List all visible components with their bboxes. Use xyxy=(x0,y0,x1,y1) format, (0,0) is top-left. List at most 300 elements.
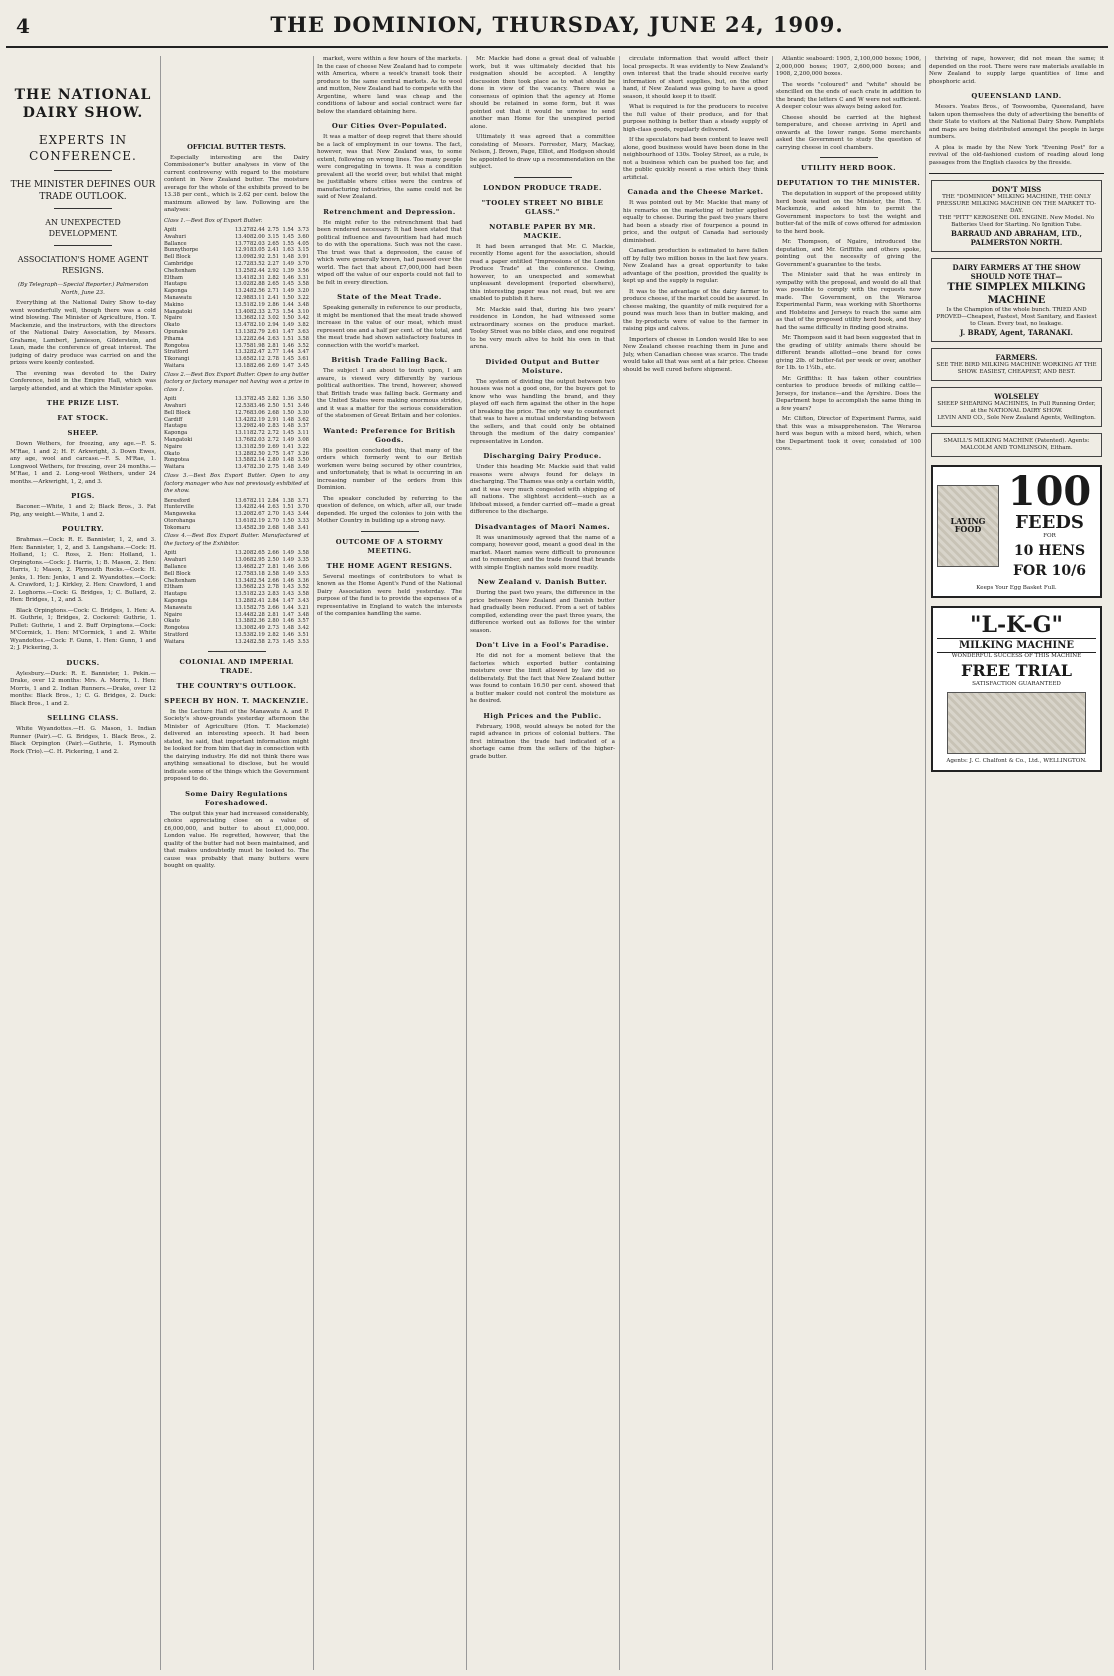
table-cell-value: 82.44 xyxy=(250,227,265,233)
table-cell-value: 2.68 xyxy=(267,524,279,531)
table-cell-value: 1.48 xyxy=(282,416,294,423)
table-cell-value: 83.18 xyxy=(250,570,265,577)
table-cell-value: 13.32 xyxy=(235,349,250,356)
table-cell-value: 82.19 xyxy=(250,301,265,308)
table-cell-value: 3.49 xyxy=(297,464,309,471)
table-cell-value: 3.53 xyxy=(297,638,309,645)
table-cell-factory: Cambridge xyxy=(164,260,194,267)
table-cell-factory: Tokomaru xyxy=(164,524,191,531)
divider xyxy=(514,177,572,178)
table-cell-value: 13.15 xyxy=(235,604,250,611)
paragraph: It was a matter of deep regret that there should be a lack of employment in our towns. The fact, however, was that New Zealand was, to some extent, following on wrong lines. Too many people were congregating in towns. It was a condition prevalent all the world over, but whilst that might be justifiable where cities were the centres of manufacturing industries, the same could not be said of New Zealand. xyxy=(317,134,462,200)
table-cell-value: 1.47 xyxy=(282,362,294,369)
table-cell-value: 3.36 xyxy=(297,577,309,584)
table-cell-value: 1.46 xyxy=(282,564,294,571)
divider xyxy=(54,170,112,171)
paragraph: It had been arranged that Mr. C. Mackie, recently Home agent for the association, should read a paper entitled "Impressions of the London Produce Trade" at the conference. Owing, however, to an unexpected and somewhat unpleasant development (reported elsewhere), this interesting paper was not read, but we are enabled to publish it here. xyxy=(470,243,615,302)
table-cell-value: 3.70 xyxy=(297,504,309,511)
table-cell-value: 83.52 xyxy=(250,260,265,267)
table-cell-factory: Okato xyxy=(164,322,180,329)
table-cell-value: 1.47 xyxy=(282,328,294,335)
table-cell-value: 3.73 xyxy=(297,227,309,233)
table-cell-value: 13.42 xyxy=(235,504,250,511)
table-cell-factory: Waitara xyxy=(164,638,185,645)
paragraph: Cheese should be carried at the highest temperature, and cheese arriving in April and onwards at the lower range. Some merchants asked the Government to study the question of carrying cheese in cool chambers. xyxy=(776,114,921,151)
table-cell-factory: Tikorangi xyxy=(164,356,190,363)
table-cell-value: 2.65 xyxy=(267,281,279,288)
table-cell-value: 81.98 xyxy=(250,342,265,349)
table-cell-value: 1.49 xyxy=(282,550,294,557)
table-cell-value: 3.82 xyxy=(297,322,309,329)
table-cell-value: 12.91 xyxy=(235,247,250,254)
table-cell-factory: Hunterville xyxy=(164,504,194,511)
feeds-price: FOR 10/6 xyxy=(1013,562,1086,579)
article-subhead: AN UNEXPECTED DEVELOPMENT. xyxy=(45,218,121,238)
table-cell-factory: Rongotea xyxy=(164,342,190,349)
paragraph: Importers of cheese in London would like to see New Zealand cheese reaching them in June and July, when Canadian cheese was scarce. The trade would take all that was sent at a fair price. Cheese should be well cured before shipment. xyxy=(623,336,768,373)
table-cell-factory: Awahuri xyxy=(164,233,186,240)
table-cell-value: 82.19 xyxy=(250,517,265,524)
ad-wolseley-shearing xyxy=(931,387,1102,427)
table-cell-value: 13.47 xyxy=(235,464,250,471)
table-cell-value: 13.20 xyxy=(235,511,250,518)
table-cell-value: 2.92 xyxy=(267,267,279,274)
table-cell-value: 13.58 xyxy=(235,457,250,464)
lkg-agents: Agents: J. C. Chalfont & Co., Ltd., WELLINGTON. xyxy=(946,758,1087,764)
feeds-number: 100 xyxy=(1007,468,1092,515)
table-cell-value: 1.43 xyxy=(282,591,294,598)
table-cell-value: 2.86 xyxy=(267,301,279,308)
article-headline: UTILITY HERD BOOK. xyxy=(801,164,896,172)
paragraph: Mr. Mackie had done a great deal of valuable work, but it was ultimately decided that his resignation should be accepted. A lengthy discussion then took place as to what should be done in view of the vacancy. There was a consensus of opinion that the agency at Home should be retained in some form, but it was pointed out that it would be unwise to send another man Home for the unexpired period alone. xyxy=(470,56,615,130)
table-cell-value: 13.09 xyxy=(235,254,250,261)
paragraph: He did not for a moment believe that the factories which exported butter containing moisture over the limit allowed by law did so deliberately. But the fact that New Zealand butter was found to contain 16.50 per cent. showed that a butter maker could not control the moisture as he desired. xyxy=(470,653,615,704)
table-cell-value: 1.54 xyxy=(282,308,294,315)
table-cell-factory: Pihama xyxy=(164,335,184,342)
table-cell-value: 82.31 xyxy=(250,274,265,281)
table-cell-value: 82.19 xyxy=(250,632,265,639)
table-cell-value: 1.51 xyxy=(282,335,294,342)
table-cell-value: 12.72 xyxy=(235,260,250,267)
byline: (By Telegraph—Special Reporter.) Palmerston North, June 23. xyxy=(17,282,149,296)
table-cell-value: 2.75 xyxy=(267,450,279,457)
paragraph: circulate information that would affect their local prospects. It was evidently to New Zealand's own interest that the trade should receive early information of short supplies, but, on the other hand, if New Zealand was going to have a good season, it should keep it to itself. xyxy=(623,56,768,100)
table-cell-value: 3.66 xyxy=(297,564,309,571)
divider xyxy=(929,173,1104,174)
table-cell-value: 2.82 xyxy=(267,632,279,639)
table-cell-value: 13.42 xyxy=(235,416,250,423)
table-cell-value: 3.50 xyxy=(297,457,309,464)
table-cell-value: 1.50 xyxy=(282,517,294,524)
table-cell-value: 3.47 xyxy=(297,349,309,356)
divider xyxy=(54,245,112,246)
section-heading: FAT STOCK. xyxy=(57,414,109,422)
table-cell-factory: Ngaire xyxy=(164,443,183,450)
table-cell-value: 13.30 xyxy=(235,625,250,632)
table-cell-value: 13.53 xyxy=(235,632,250,639)
table-cell-value: 82.47 xyxy=(250,349,265,356)
table-cell-value: 13.28 xyxy=(235,450,250,457)
table-cell-value: 82.00 xyxy=(250,233,265,240)
table-cell-factory: Okato xyxy=(164,618,180,625)
table-cell-value: 2.84 xyxy=(267,497,279,504)
section-heading: SHEEP. xyxy=(67,429,99,437)
table-cell-value: 82.30 xyxy=(250,464,265,471)
table-cell-value: 83.06 xyxy=(250,409,265,416)
table-cell-value: 13.13 xyxy=(235,328,250,335)
table-cell-value: 1.45 xyxy=(282,281,294,288)
paragraph: thriving of rape, however, did not mean the same; it depended on the root. There were raw materials available in New Zealand to supply large quantities of lime and phosphoric acid. xyxy=(929,56,1104,85)
column-rule xyxy=(466,56,467,1670)
ad-title: FARMERS. xyxy=(995,353,1038,362)
table-caption: Class 4.—Best Box Export Butter. Manufactured at the factory of the Exhibitor. xyxy=(164,533,309,547)
article-headline: COLONIAL AND IMPERIAL TRADE. xyxy=(179,657,294,675)
table-cell-value: 1.48 xyxy=(282,524,294,531)
paragraph: The deputation in support of the proposed utility herd book waited on the Minister, the Hon. T. Mackenzie, and asked him to permit the Government inspectors to test the weight and butter-fat of the milk of cows offered for admission to the herd book. xyxy=(776,191,921,235)
paragraph: White Wyandottes.—H. G. Mason, 1. Indian Runner (Pair).—C. G. Bridges, 1. Black Bros., 2. Black Orpington (Pair).—Guthrie, 1. Plymouth Rock (Trio).—C. H. Pickering, 1 and 2. xyxy=(10,726,156,755)
table-cell-value: 2.63 xyxy=(267,335,279,342)
butter-test-table-class-4 xyxy=(164,550,309,645)
newspaper-title: THE DOMINION, THURSDAY, JUNE 24, 1909. xyxy=(270,12,844,37)
table-cell-value: 3.30 xyxy=(297,409,309,416)
table-cell-factory: Apiti xyxy=(164,550,177,557)
table-cell-value: 82.27 xyxy=(250,564,265,571)
table-cell-value: 1.46 xyxy=(282,632,294,639)
table-cell-value: 82.44 xyxy=(250,267,265,274)
table-cell-value: 2.70 xyxy=(267,517,279,524)
table-cell-value: 1.48 xyxy=(282,423,294,430)
table-cell-value: 1.39 xyxy=(282,267,294,274)
ad-text: Is the Champion of the whole bunch. TRIED AND PROVED—Cheapest, Fastest, Most Sanitary, and Easiest to Clean. Every teat, no leakage. xyxy=(936,307,1097,327)
table-cell-value: 1.48 xyxy=(282,254,294,261)
column-rule xyxy=(772,56,773,1670)
table-cell-factory: Awahuri xyxy=(164,557,186,564)
table-cell-value: 2.73 xyxy=(267,308,279,315)
table-cell-value: 1.46 xyxy=(282,618,294,625)
table-cell-factory: Hautapu xyxy=(164,591,187,598)
page-number: 4 xyxy=(16,14,30,38)
table-cell-value: 2.71 xyxy=(267,288,279,295)
table-cell-value: 1.49 xyxy=(282,260,294,267)
section-heading: Some Dairy Regulations Foreshadowed. xyxy=(185,789,288,807)
table-cell-value: 3.45 xyxy=(297,362,309,369)
table-cell-value: 1.48 xyxy=(282,464,294,471)
section-heading: POULTRY. xyxy=(61,525,105,533)
article-headline: OUTCOME OF A STORMY MEETING. xyxy=(335,537,444,555)
table-cell-value: 2.65 xyxy=(267,240,279,247)
article-subhead: EXPERTS IN CONFERENCE. xyxy=(29,133,137,163)
table-cell-value: 2.66 xyxy=(267,550,279,557)
table-cell-value: 3.58 xyxy=(297,335,309,342)
table-cell-value: 3.44 xyxy=(297,511,309,518)
table-cell-value: 82.12 xyxy=(250,356,265,363)
section-heading: SELLING CLASS. xyxy=(47,714,119,722)
ad-text: THE "DOMINION" MILKING MACHINE, THE ONLY PRESSURE MILKING MACHINE ON THE MARKET TO-DAY. xyxy=(936,194,1097,214)
table-cell-factory: Mangatoki xyxy=(164,308,193,315)
table-cell-value: 2.72 xyxy=(267,430,279,437)
table-cell-value: 82.41 xyxy=(250,598,265,605)
table-cell-value: 82.03 xyxy=(250,437,265,444)
table-cell-value: 1.44 xyxy=(282,604,294,611)
article-subhead: THE HOME AGENT RESIGNS. xyxy=(326,561,453,570)
table-cell-value: 1.44 xyxy=(282,301,294,308)
table-cell-value: 3.02 xyxy=(267,315,279,322)
column-6 xyxy=(776,56,921,1670)
table-cell-value: 82.58 xyxy=(250,638,265,645)
table-cell-factory: Cardiff xyxy=(164,416,183,423)
table-cell-factory: Hautapu xyxy=(164,281,187,288)
paragraph: The evening was devoted to the Dairy Conference, held in the Empire Hall, which was largely attended, and at which the Minister spoke. xyxy=(10,370,156,392)
paragraph: Ultimately it was agreed that a committee consisting of Messrs. Forrester, Mary, Mackay, Nelson, J. Brown, Page, Elliot, and Hodgson should be appointed to draw up a recommendation on the subject. xyxy=(470,134,615,170)
table-cell-factory: Manawatu xyxy=(164,604,192,611)
table-cell-value: 2.83 xyxy=(267,423,279,430)
table-cell-value: 3.26 xyxy=(297,450,309,457)
table-cell-value: 13.51 xyxy=(235,591,250,598)
paragraph: His position concluded this, that many of the orders which formerly went to our British workmen were being secured by other countries, and unfortunately, that is what is occurring in an increasing number of the orders from this Dominion. xyxy=(317,447,462,491)
paragraph: Canadian production is estimated to have fallen off by fully two million boxes in the last few years. New Zealand has a great opportunity to take advantage of the position, provided the quality is kept up and the supply is regular. xyxy=(623,248,768,284)
table-cell-value: 82.10 xyxy=(250,322,265,329)
table-cell-value: 2.94 xyxy=(267,322,279,329)
ad-title: DON'T MISS xyxy=(991,185,1042,194)
table-cell-factory: Rongotea xyxy=(164,625,190,632)
lkg-guarantee: SATISFACTION GUARANTEED xyxy=(972,680,1061,687)
paragraph: It was to the advantage of the dairy farmer to produce cheese, if the market could be assured. In cheese making, the quantity of milk required for a pound was much less than in butter making, and the by-products were of value to the farmer in raising pigs and calves. xyxy=(623,288,768,332)
paragraph: Brahmas.—Cock: R. E. Bannister, 1, 2, and 3. Hen: Bannister, 1, 2, and 3. Langshans.—Cock: H. Holland, 1; C. Ross, 2. Hen: Holland, 1. Orpingtons.—Cock: J. Harris, 1; B. Mason, 2. Hen: Harris, 1; Mason, 2. Plymouth Rocks.—Cock: H. Jenks, 1. Hen: Jenks, 1 and 2. Wyandottes.—Cock: A. Crawford, 1; J. Kirkley, 2. Hen: Crawford, 1 and 2. Leghorns.—Cock: G. Bridges, 1; C. Bullard, 2. Hen: Bridges, 1, 2, and 3. xyxy=(10,537,156,603)
ad-text: SHEEP SHEARING MACHINES, In Full Running Order, at the NATIONAL DAIRY SHOW. xyxy=(937,401,1096,414)
table-cell-value: 1.43 xyxy=(282,584,294,591)
paragraph: The words "coloured" and "white" should be stencilled on the ends of each crate in addition to the brand; the letters C and W were not sufficient. A deeper colour was always being asked for. xyxy=(776,81,921,110)
paragraph: If the speculators had been content to leave well alone, good business would have been done in the neighbourhood of 130s. Tooley Street, as a rule, is not a business which can be pushed too far, and the public quickly resent a rise which they think artificial. xyxy=(623,137,768,181)
table-cell-value: 83.05 xyxy=(250,247,265,254)
table-cell-factory: Ballance xyxy=(164,564,187,571)
table-cell-factory: Stratford xyxy=(164,349,189,356)
divider xyxy=(361,531,419,532)
table-cell-value: 82.56 xyxy=(250,288,265,295)
table-cell-factory: Manawatu xyxy=(164,294,192,301)
table-cell-value: 3.58 xyxy=(297,550,309,557)
table-cell-value: 2.69 xyxy=(267,443,279,450)
table-cell-factory: Awahuri xyxy=(164,403,186,410)
column-rule xyxy=(313,56,314,1670)
masthead xyxy=(6,6,1108,48)
table-cell-value: 82.12 xyxy=(250,315,265,322)
table-cell-value: 82.14 xyxy=(250,457,265,464)
table-cell-factory: Kaponga xyxy=(164,430,188,437)
paragraph: Aylesbury.—Duck: R. E. Bannister, 1. Pekin.—Drake, over 12 months: Mrs. A. Morris, 1. Hen: Morris, 1 and 2. Indian Runners.—Drake, over 12 months: Black Bros., 1; C. G. Bridges, 2. Duck: Black Bros., 1 and 2. xyxy=(10,670,156,707)
table-cell-value: 82.36 xyxy=(250,618,265,625)
feeds-slogan: Keeps Your Egg Basket Full. xyxy=(976,584,1057,591)
table-cell-factory: Bell Block xyxy=(164,254,191,261)
table-cell-value: 2.50 xyxy=(267,557,279,564)
column-rule xyxy=(160,56,161,1670)
table-cell-value: 1.50 xyxy=(282,294,294,301)
table-cell-value: 1.49 xyxy=(282,322,294,329)
article-subhead: "TOOLEY STREET NO BIBLE GLASS." xyxy=(481,198,604,216)
table-cell-value: 2.68 xyxy=(267,409,279,416)
section-heading: High Prices and the Public. xyxy=(483,711,602,720)
table-caption: Class 2.—Best Box Export Butter. Open to any butter factory or factory manager not having won a prize in class 1. xyxy=(164,371,309,393)
article-subhead: NOTABLE PAPER BY MR. MACKIE. xyxy=(489,222,596,240)
table-cell-value: 13.22 xyxy=(235,335,250,342)
table-cell-value: 12.98 xyxy=(235,294,250,301)
table-cell-value: 82.66 xyxy=(250,362,265,369)
table-cell-value: 13.75 xyxy=(235,342,250,349)
divider xyxy=(54,208,112,209)
table-cell-value: 1.41 xyxy=(282,443,294,450)
table-cell-value: 13.36 xyxy=(235,315,250,322)
ad-text: SEE THE BIRD MILKING MACHINE WORKING AT THE SHOW. EASIEST, CHEAPEST, AND BEST. xyxy=(936,362,1097,375)
table-cell-factory: Apiti xyxy=(164,396,177,403)
table-cell-value: 82.67 xyxy=(250,511,265,518)
table-cell-value: 82.54 xyxy=(250,577,265,584)
table-cell-value: 1.47 xyxy=(282,450,294,457)
article-subhead: SPEECH BY HON. T. MACKENZIE. xyxy=(164,696,309,705)
table-cell-value: 2.41 xyxy=(267,247,279,254)
ad-bird-milking-machine xyxy=(931,348,1102,381)
table-cell-value: 82.40 xyxy=(250,423,265,430)
table-cell-value: 3.37 xyxy=(297,423,309,430)
table-cell-value: 1.49 xyxy=(282,557,294,564)
table-cell-value: 13.29 xyxy=(235,423,250,430)
table-cell-value: 1.46 xyxy=(282,577,294,584)
table-cell-value: 13.76 xyxy=(235,437,250,444)
table-cell-value: 3.31 xyxy=(297,274,309,281)
table-cell-value: 1.48 xyxy=(282,457,294,464)
table-cell-value: 13.41 xyxy=(235,274,250,281)
paragraph: The system of dividing the output between two houses was not a good one, for the buyers got to know who was handling the brand, and they played off each firm against the other in the hope of breaking the price. The only way to counteract that was to have a mutual understanding between the sellers, and that could only be obtained through the medium of the dairy companies' representative in London. xyxy=(470,378,615,445)
table-cell-value: 82.59 xyxy=(250,443,265,450)
table-cell-factory: Beresford xyxy=(164,497,190,504)
ad-text: SMAILL'S MILKING MACHINE (Patented). Agents: MALCOLM AND TOMLINSON, Eltham. xyxy=(943,438,1090,451)
table-cell-value: 13.67 xyxy=(235,497,250,504)
section-heading: Retrenchment and Depression. xyxy=(323,207,456,216)
paragraph: Black Orpingtons.—Cock: C. Bridges, 1. Hen: A. H. Guthrie, 1; Bridges, 2. Cockerel: Guthrie, 1. Pullet: Guthrie, 1 and 2. Buff Orpingtons.—Cock: M'Cormick, 1. Hen: M'Cormick, 1 and 2. White Wyandottes.—Cock: F. Gunn, 1. Hen: Gunn, 1 and 2; J. Pickering, 3. xyxy=(10,607,156,651)
paragraph: Especially interesting are the Dairy Commissioner's butter analyses in view of the current controversy with regard to the moisture content in New Zealand butter. The moisture average for the whole of the exhibits proved to be 13.38 per cent., which is 2.62 per cent. below the maximum allowed by law. Following are the analyses: xyxy=(164,154,309,213)
table-cell-value: 3.52 xyxy=(297,342,309,349)
paragraph: Under this heading Mr. Mackie said that valid reasons were always found for delays in discharging. The Thames was only a certain width, and it was very much congested with shipping of all nations. The slightest accident—such as a lifeboat missed, a fender carried off—made a great difference to the discharge. xyxy=(470,464,615,515)
table-cell-value: 3.43 xyxy=(297,598,309,605)
table-cell-value: 1.47 xyxy=(282,611,294,618)
table-cell-value: 3.42 xyxy=(297,625,309,632)
table-cell-value: 13.31 xyxy=(235,443,250,450)
column-5 xyxy=(623,56,768,1670)
article-subhead: ASSOCIATION'S HOME AGENT RESIGNS. xyxy=(17,255,149,275)
paragraph: Mr. Griffiths: It has taken other countries centuries to produce breeds of milking cattle—Jerseys, for instance—and the Ayrshire. Does the Department hope to accomplish the same thing in a few years? xyxy=(776,375,921,412)
table-cell-value: 13.65 xyxy=(235,356,250,363)
table-cell-value: 1.44 xyxy=(282,349,294,356)
table-cell-factory: Mangaweka xyxy=(164,511,196,518)
paragraph: In the Lecture Hall of the Manawatu A. and P. Society's show-grounds yesterday afternoon the Minister of Agriculture (Hon. T. Mackenzie) delivered an interesting speech. It had been stated, he said, that important information might be looked for from him that day in connection with the dairying industry. He did not think there was anything sensational to disclose, but he would indicate some of the things which the Government proposed to do. xyxy=(164,708,309,783)
paragraph: Mr. Mackie said that, during his two years' residence in London, he had witnessed some extraordinary scenes on the produce market. Tooley Street was no bible class, and one required to be very much alive to hold his own in that arena. xyxy=(470,306,615,350)
table-cell-value: 3.70 xyxy=(297,260,309,267)
table-cell-factory: Apiti xyxy=(164,227,177,233)
table-cell-value: 13.40 xyxy=(235,233,250,240)
table-cell-factory: Hautapu xyxy=(164,423,187,430)
table-cell-value: 1.48 xyxy=(282,625,294,632)
lkg-free-trial: FREE TRIAL xyxy=(961,660,1072,680)
table-cell-value: 1.43 xyxy=(282,511,294,518)
table-cell-factory: Eltham xyxy=(164,584,183,591)
paragraph: Atlantic seaboard: 1905, 2,100,000 boxes; 1906, 2,000,000 boxes; 1907, 2,600,000 boxes; and 1908, 2,200,000 boxes. xyxy=(776,56,921,77)
table-cell-value: 82.72 xyxy=(250,430,265,437)
table-cell-value: 13.11 xyxy=(235,430,250,437)
article-headline: QUEENSLAND LAND. xyxy=(971,92,1062,100)
paragraph: Mr. Thompson said it had been suggested that in the grading of utility animals there should be different brands allotted—one brand for cows giving 2lb. of butter-fat per week or over, another for 1lb. to 1½lb., etc. xyxy=(776,335,921,371)
table-cell-value: 1.46 xyxy=(282,342,294,349)
column-2 xyxy=(164,56,309,1670)
table-cell-value: 82.64 xyxy=(250,335,265,342)
lkg-brand: "L-K-G" xyxy=(970,612,1063,638)
table-cell-value: 13.51 xyxy=(235,301,250,308)
paragraph: Several meetings of contributors to what is known as the Home Agent's Fund of the National Dairy Association were held yesterday. The purpose of the fund is to provide the expenses of a representative in England to watch the interests of the companies handling the same. xyxy=(317,573,462,617)
table-cell-value: 1.38 xyxy=(282,497,294,504)
paragraph: It was pointed out by Mr. Mackie that many of his remarks on the marketing of butter applied equally to cheese. During the past two years there had been a steady rise of fourpence a pound in price, and the output of Canada had seriously diminished. xyxy=(623,200,768,244)
feeds-text xyxy=(1003,468,1096,581)
table-cell-value: 82.39 xyxy=(250,524,265,531)
table-cell-value: 13.28 xyxy=(235,598,250,605)
table-cell-value: 2.70 xyxy=(267,511,279,518)
butter-test-table-class-1 xyxy=(164,227,309,370)
table-cell-value: 1.47 xyxy=(282,598,294,605)
article-subhead: DEPUTATION TO THE MINISTER. xyxy=(776,179,921,187)
section-heading: State of the Meat Trade. xyxy=(337,293,442,301)
table-cell-factory: Otorohanga xyxy=(164,517,196,524)
table-cell-value: 82.33 xyxy=(250,308,265,315)
table-cell-value: 2.61 xyxy=(267,328,279,335)
lkg-subline: WONDERFUL SUCCESS OF THIS MACHINE xyxy=(951,653,1082,659)
section-heading: Disadvantages of Maori Names. xyxy=(474,522,611,531)
column-1 xyxy=(10,56,156,1670)
table-cell-value: 2.80 xyxy=(267,457,279,464)
table-cell-value: 12.75 xyxy=(235,570,250,577)
table-cell-value: 13.44 xyxy=(235,611,250,618)
table-cell-value: 2.66 xyxy=(267,604,279,611)
table-cell-value: 3.15 xyxy=(297,247,309,254)
table-cell-value: 2.72 xyxy=(267,437,279,444)
table-cell-value: 3.22 xyxy=(297,443,309,450)
table-cell-value: 2.41 xyxy=(267,294,279,301)
table-cell-value: 3.58 xyxy=(297,591,309,598)
table-cell-factory: Okato xyxy=(164,450,180,457)
butter-test-table-class-2 xyxy=(164,396,309,471)
paragraph: The output this year had increased considerably, choice appreciating close on a value of £6,000,000, and butter to about £1,000,000. London value. He regretted, however, that the quality of the butter had not been maintained, and that makes undoubtedly must be looked to. The cause was probably that many butters were bought on quality. xyxy=(164,810,309,870)
section-heading: OFFICIAL BUTTER TESTS. xyxy=(187,143,286,151)
table-cell-factory: Waitara xyxy=(164,464,185,471)
table-cell-value: 2.73 xyxy=(267,625,279,632)
ad-simplex-milking-machine xyxy=(931,258,1102,342)
table-cell-value: 2.91 xyxy=(267,416,279,423)
table-cell-factory: Makino xyxy=(164,301,184,308)
table-cell-factory: Bunnythorpe xyxy=(164,247,199,254)
table-cell-value: 13.61 xyxy=(235,517,250,524)
table-cell-factory: Bell Block xyxy=(164,570,191,577)
ad-laying-food xyxy=(931,465,1102,598)
table-cell-value: 1.51 xyxy=(282,504,294,511)
table-cell-value: 82.92 xyxy=(250,254,265,261)
table-cell-value: 13.47 xyxy=(235,322,250,329)
table-cell-value: 3.35 xyxy=(297,557,309,564)
table-cell-value: 3.48 xyxy=(297,301,309,308)
feeds-word: 10 HENS xyxy=(1013,542,1086,559)
table-cell-value: 3.21 xyxy=(297,604,309,611)
table-cell-value: 3.60 xyxy=(297,233,309,240)
table-cell-value: 3.56 xyxy=(297,267,309,274)
ad-title: WOLSELEY xyxy=(994,392,1039,401)
paragraph: During the past two years, the difference in the price between New Zealand and Danish butter had gradually been reduced. From a set of tables compiled, extending over the past three years, the difference worked out as follows for the winter season. xyxy=(470,590,615,634)
table-cell-value: 2.81 xyxy=(267,342,279,349)
table-cell-value: 82.44 xyxy=(250,504,265,511)
column-7 xyxy=(929,56,1104,1670)
